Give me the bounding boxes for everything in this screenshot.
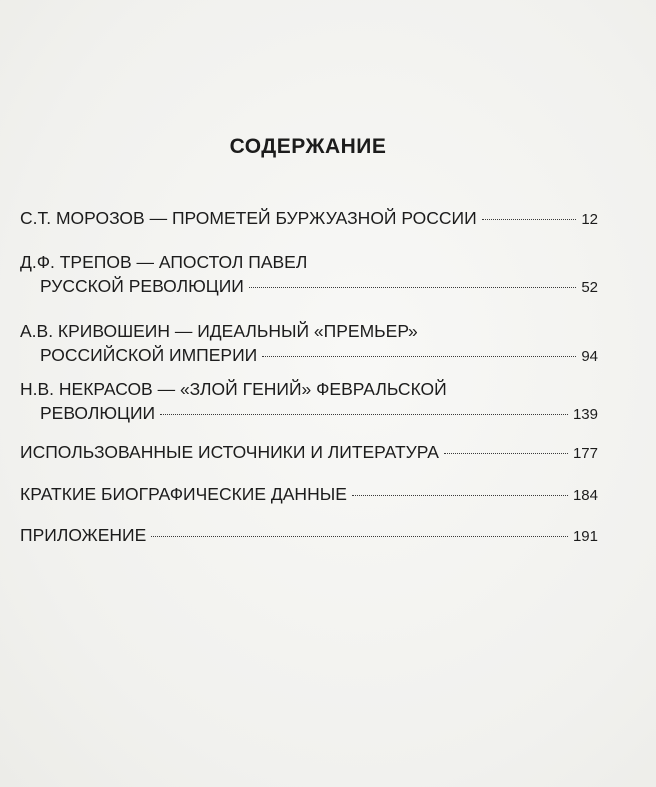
- toc-entry-title: А.В. КРИВОШЕИН — ИДЕАЛЬНЫЙ «ПРЕМЬЕР»: [20, 321, 418, 341]
- dot-leader: [352, 495, 568, 496]
- toc-entry-title: КРАТКИЕ БИОГРАФИЧЕСКИЕ ДАННЫЕ: [20, 484, 347, 504]
- dot-leader: [262, 356, 576, 357]
- toc-page-number: 139: [572, 406, 598, 423]
- toc-entry-trepov: [20, 250, 598, 300]
- toc-entry-title: С.Т. МОРОЗОВ — ПРОМЕТЕЙ БУРЖУАЗНОЙ РОССИИ: [20, 208, 477, 228]
- toc-entry-title: Н.В. НЕКРАСОВ — «ЗЛОЙ ГЕНИЙ» ФЕВРАЛЬСКОЙ: [20, 379, 447, 399]
- dot-leader: [249, 287, 576, 288]
- toc-entry-title: ИСПОЛЬЗОВАННЫЕ ИСТОЧНИКИ И ЛИТЕРАТУРА: [20, 442, 439, 462]
- toc-page-number: 191: [572, 528, 598, 545]
- toc-entry-title: Д.Ф. ТРЕПОВ — АПОСТОЛ ПАВЕЛ: [20, 252, 308, 272]
- toc-page-number: 12: [581, 211, 598, 228]
- toc-entry-title-continued: РОССИЙСКОЙ ИМПЕРИИ: [40, 345, 258, 365]
- toc-page-number: 177: [572, 445, 598, 462]
- toc-entry-title: ПРИЛОЖЕНИЕ: [20, 525, 147, 545]
- toc-page-number: 184: [572, 487, 598, 504]
- toc-entry-biographies: [20, 482, 598, 508]
- toc-entry-title-continued: РЕВОЛЮЦИИ: [40, 403, 156, 423]
- dot-leader: [482, 219, 577, 220]
- dot-leader: [160, 414, 568, 415]
- toc-entry-title-continued: РУССКОЙ РЕВОЛЮЦИИ: [40, 276, 244, 296]
- toc-entry-morozov: [20, 206, 598, 232]
- toc-entry-appendix: [20, 523, 598, 549]
- toc-entry-sources: [20, 440, 598, 466]
- toc-page-number: 94: [581, 348, 598, 365]
- toc-entry-nekrasov: [20, 377, 598, 427]
- toc-entry-krivoshein: [20, 319, 598, 369]
- toc-page-number: 52: [581, 279, 598, 296]
- dot-leader: [151, 536, 568, 537]
- dot-leader: [444, 453, 568, 454]
- page-title: СОДЕРЖАНИЕ: [229, 135, 387, 158]
